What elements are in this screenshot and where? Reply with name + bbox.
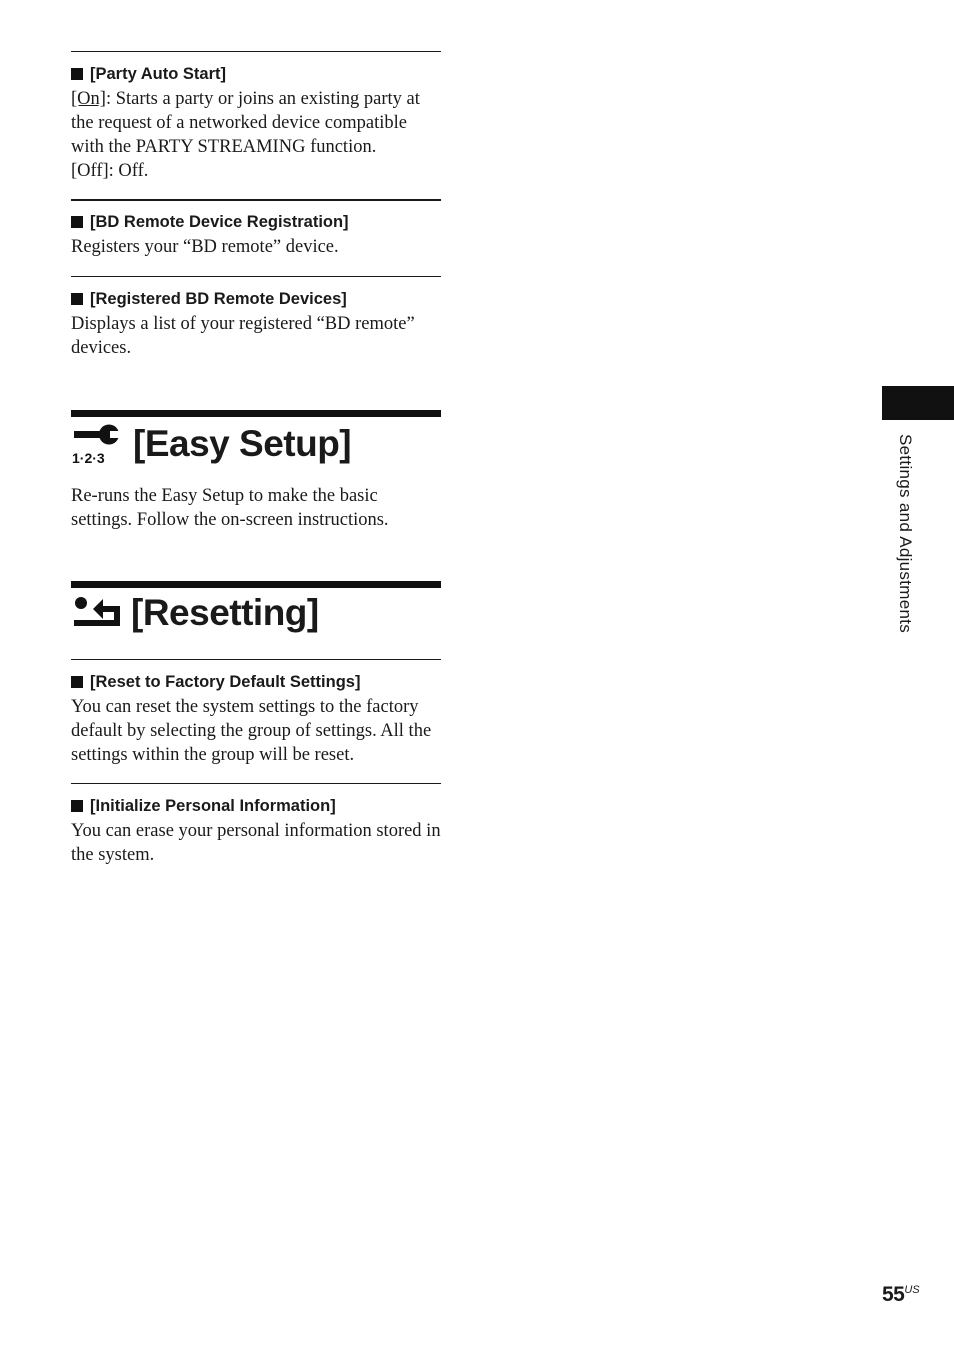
section-heading: [Registered BD Remote Devices] — [71, 288, 441, 310]
easy-setup-title — [71, 422, 351, 466]
page-number: $55^{US}$ — [882, 1283, 920, 1306]
resetting-title — [71, 593, 319, 633]
chapter-tab-label: Settings and Adjustments — [896, 434, 915, 634]
initialize-personal-section — [71, 795, 441, 867]
easy-setup-body: Re-runs the Easy Setup to make the basic settings. Follow the on-screen instructions. — [71, 486, 389, 530]
section-body: Displays a list of your registered “BD remote” devices. — [71, 314, 415, 358]
divider — [71, 659, 441, 660]
section-body: Registers your “BD remote” device. — [71, 237, 339, 257]
divider — [71, 199, 441, 201]
section-title: [Resetting] — [131, 592, 319, 633]
registered-bd-remote-section — [71, 288, 441, 360]
bd-remote-registration-section — [71, 211, 441, 259]
divider — [71, 51, 441, 52]
square-bullet-icon — [71, 293, 83, 305]
divider — [71, 783, 441, 784]
square-bullet-icon — [71, 676, 83, 688]
svg-text:1·2·3: 1·2·3 — [72, 450, 105, 466]
default-option-label: [On] — [71, 89, 106, 109]
section-heading: [Initialize Personal Information] — [71, 795, 441, 817]
square-bullet-icon — [71, 216, 83, 228]
wrench-123-icon — [71, 422, 123, 466]
divider — [71, 276, 441, 277]
section-heading: [BD Remote Device Registration] — [71, 211, 441, 233]
section-body: You can erase your personal information stored in the system. — [71, 821, 441, 865]
reset-factory-section — [71, 671, 441, 767]
section-heading: [Party Auto Start] — [71, 63, 441, 85]
party-auto-start-section — [71, 63, 441, 183]
section-bar — [71, 410, 441, 417]
square-bullet-icon — [71, 68, 83, 80]
section-title: [Easy Setup] — [133, 423, 352, 464]
section-heading: [Reset to Factory Default Settings] — [71, 671, 441, 693]
section-body: [On]: Starts a party or joins an existing party at the request of a networked device compatible with the PARTY STREAMING function. [Off]: Off. — [71, 89, 420, 181]
section-bar — [71, 581, 441, 588]
square-bullet-icon — [71, 800, 83, 812]
reset-return-icon — [71, 593, 123, 633]
chapter-tab — [882, 386, 954, 420]
section-body: You can reset the system settings to the factory default by selecting the group of settings. All the settings within the group will be reset. — [71, 697, 432, 765]
